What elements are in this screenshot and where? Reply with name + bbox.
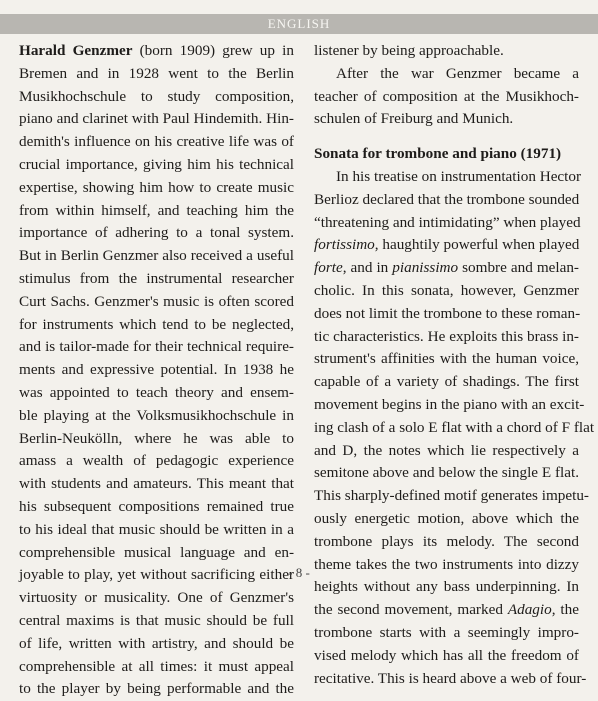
paragraph-gap	[314, 131, 579, 143]
text-run: capable of a variety of shadings. The first	[314, 373, 579, 391]
text-run: , the	[551, 601, 579, 619]
text-run: listener by being approachable.	[314, 42, 504, 59]
text-run: (born 1909) grew up in	[132, 42, 294, 59]
text-run: and is tailor-made for their technical require-	[19, 338, 294, 356]
text-run: piano and clarinet with Paul Hindemith. Hin-	[19, 110, 294, 128]
text-line	[314, 212, 579, 235]
text-line	[314, 257, 579, 280]
text-run: ing clash of a solo E flat with a chord of F flat	[314, 418, 595, 436]
language-banner	[0, 14, 598, 34]
text-line	[314, 108, 579, 131]
text-run: ments and expressive potential. In 1938 he	[19, 361, 294, 379]
text-run: comprehensible musical language and en-	[19, 543, 294, 561]
text-line	[19, 473, 294, 496]
text-line	[19, 678, 294, 701]
text-run: comprehensible at all times: it must appeal	[19, 657, 294, 675]
text-line	[314, 303, 579, 326]
text-line	[314, 348, 579, 371]
text-run: trombone starts with a seemingly impro-	[314, 623, 579, 641]
text-line	[314, 143, 579, 166]
text-run: to the player by being performable and the	[19, 680, 294, 698]
text-run: ously energetic motion, above which the	[314, 509, 579, 527]
text-line	[314, 417, 595, 440]
text-run: strument's affinities with the human voice,	[314, 350, 579, 368]
text-run: his subsequent compositions remained true	[19, 497, 294, 515]
text-line	[19, 519, 294, 542]
text-line	[19, 450, 294, 473]
text-line	[19, 177, 294, 200]
text-run: schulen of Freiburg and Munich.	[314, 110, 514, 128]
text-line	[19, 154, 294, 177]
text-line	[19, 200, 294, 223]
text-line	[19, 131, 294, 154]
text-line	[314, 645, 579, 668]
text-run: theme takes the two instruments into dizzy	[314, 555, 579, 573]
text-run: sombre and melan-	[458, 259, 579, 277]
text-line	[19, 336, 294, 359]
text-line	[314, 280, 579, 303]
text-line	[19, 405, 294, 428]
text-run: from within himself, and teaching him the	[19, 201, 294, 219]
text-run: , and in	[342, 259, 393, 277]
text-run: tic characteristics. He exploits this brass in-	[314, 327, 579, 345]
text-line	[19, 40, 294, 63]
text-run: “threatening and intimidating” when played	[314, 213, 581, 231]
text-line	[19, 86, 294, 109]
text-line	[314, 440, 579, 463]
text-line	[314, 622, 579, 645]
text-line	[19, 656, 294, 679]
text-run: After the war Genzmer became a	[336, 64, 579, 82]
text-run: does not limit the trombone to these roman-	[314, 304, 581, 322]
text-line	[19, 496, 294, 519]
text-run: But in Berlin Genzmer also received a useful	[19, 247, 294, 265]
text-run: This sharply-defined motif generates impetu-	[314, 487, 589, 505]
text-line	[19, 245, 294, 268]
text-run: the second movement, marked	[314, 601, 508, 619]
text-line	[314, 371, 579, 394]
text-line	[19, 63, 294, 86]
text-line	[314, 189, 579, 212]
text-line	[314, 166, 582, 189]
text-run: and D, the notes which lie respectively a	[314, 441, 579, 459]
text-line	[19, 633, 294, 656]
text-run: crucial importance, giving him his technical	[19, 155, 294, 173]
text-line	[314, 86, 579, 109]
text-line	[19, 291, 294, 314]
text-run: movement begins in the piano with an excit-	[314, 395, 585, 413]
bold-text: Harald Genzmer	[19, 42, 133, 59]
text-run: to his ideal that music should be written in a	[19, 520, 294, 538]
left-column	[19, 40, 294, 701]
text-run: amass a wealth of pedagogic experience	[19, 452, 294, 470]
text-line	[19, 359, 294, 382]
text-run: joyable to play, yet without sacrificing either	[19, 566, 294, 584]
text-run: , haughtily powerful when played	[374, 236, 580, 254]
italic-text: fortissimo	[314, 236, 375, 254]
text-line	[19, 382, 294, 405]
text-run: for instruments which tend to be neglected,	[19, 315, 294, 333]
right-column	[314, 40, 595, 690]
bold-text: Sonata for trombone and piano (1971)	[314, 145, 562, 163]
text-run: ble playing at the Volksmusikhochschule in	[19, 406, 294, 424]
text-line	[19, 610, 294, 633]
text-run: central maxims is that music should be full	[19, 611, 294, 629]
text-run: trombone plays its melody. The second	[314, 532, 579, 550]
text-line	[314, 531, 579, 554]
italic-text: forte	[314, 259, 343, 277]
text-run: importance of adhering to a tonal system.	[19, 224, 294, 242]
text-line	[314, 462, 579, 485]
text-run: In his treatise on instrumentation Hector	[336, 167, 582, 185]
text-run: recitative. This is heard above a web of four-	[314, 669, 587, 687]
text-line	[314, 485, 589, 508]
text-line	[19, 268, 294, 291]
text-line	[314, 326, 579, 349]
language-label: ENGLISH	[267, 16, 331, 31]
text-run: semitone above and below the single E flat.	[314, 464, 579, 482]
text-run: heights without any bass underpinning. In	[314, 578, 579, 596]
text-run: Berlioz declared that the trombone sounded	[314, 190, 580, 208]
text-run: cholic. In this sonata, however, Genzmer	[314, 281, 579, 299]
text-run: Musikhochschule to study composition,	[19, 87, 294, 105]
text-line	[19, 222, 294, 245]
text-run: Berlin-Neukölln, where he was able to	[19, 429, 294, 447]
text-line	[19, 587, 294, 610]
text-line	[314, 40, 579, 63]
text-run: of life, written with artistry, and should be	[19, 634, 294, 652]
text-run: virtuosity or musicality. One of Genzmer's	[19, 589, 294, 607]
text-run: vised melody which has all the freedom of	[314, 646, 579, 664]
italic-text: pianissimo	[392, 259, 459, 277]
text-run: stimulus from the instrumental researcher	[19, 269, 294, 287]
text-line	[314, 234, 579, 257]
text-line	[19, 542, 294, 565]
text-run: demith's influence on his creative life was of	[19, 133, 294, 151]
text-line	[314, 668, 587, 691]
text-run: expertise, showing him how to create music	[19, 178, 294, 196]
text-line	[314, 394, 585, 417]
page-number: - 8 -	[288, 565, 310, 580]
text-run: Curt Sachs. Genzmer's music is often scored	[19, 292, 294, 310]
text-line	[19, 108, 294, 131]
text-line	[314, 63, 579, 86]
text-run: was appointed to teach theory and ensem-	[19, 383, 294, 401]
italic-text: Adagio	[507, 601, 552, 619]
text-line	[314, 508, 579, 531]
text-run: with students and amateurs. This meant that	[19, 475, 294, 493]
text-run: Bremen and in 1928 went to the Berlin	[19, 64, 294, 82]
text-line	[19, 428, 294, 451]
text-line	[314, 599, 579, 622]
text-run: teacher of composition at the Musikhoch-	[314, 87, 579, 105]
text-line	[19, 314, 294, 337]
